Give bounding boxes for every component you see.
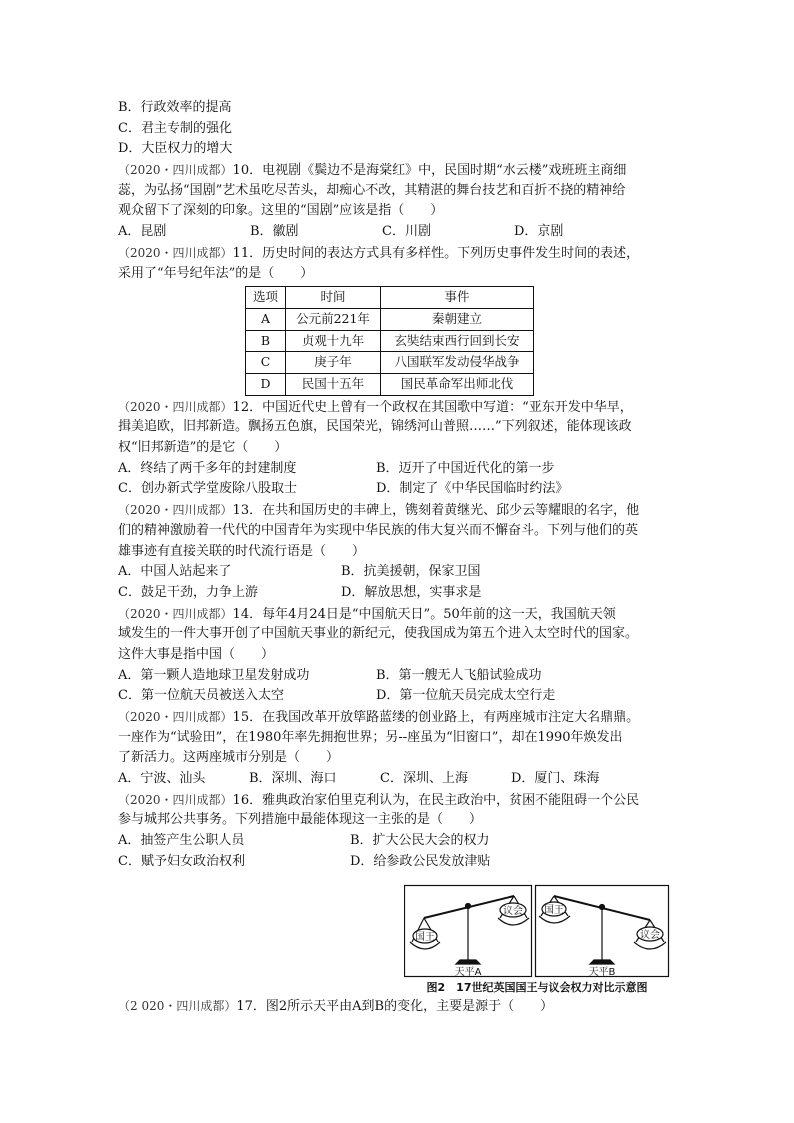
scale-a-left-label: 国王 [415, 932, 435, 943]
q16-options-row-2 [118, 852, 678, 873]
q14-option-b: B．第一艘无人飞船试验成功 [376, 667, 542, 683]
question-document [118, 98, 678, 873]
q14-stem-line-1: （2020・四川成都）14．每年4月24日是“中国航天日”。50年前的这一天，我国航天领 [118, 606, 616, 622]
q15-option-b: B．深圳、海口 [249, 771, 337, 787]
q9-option-b: B．行政效率的提高 [118, 100, 232, 115]
q12-options-row-2 [118, 479, 678, 500]
q12-stem-line-1: （2020・四川成都）12．中国近代史上曾有一个政权在其国歌中写道：“亚东开发中华早， [118, 399, 633, 415]
table-row [246, 374, 534, 396]
q13-stem-line-1: （2020・四川成都）13．在共和国历史的丰碑上，镌刻着黄继光、邱少云等耀眼的名字，他 [118, 503, 640, 519]
q12-source: （2020・四川成都） [118, 399, 233, 414]
table-row [246, 352, 534, 374]
scale-b-label: 天平B [588, 967, 616, 978]
q13-stem-line-2: 们的精神激励着一代代的中国青年为实现中华民族的伟大复兴而不懈奋斗。下列与他们的英 [118, 522, 639, 538]
q14-options-row-2 [118, 686, 678, 707]
q13-source: （2020・四川成都） [118, 503, 233, 518]
table-cell: 国民革命军出师北伐 [381, 374, 534, 396]
table-header: 选项 [246, 287, 286, 309]
q15-stem-line-2: 一座作为“试验田”，在1980年率先拥抱世界；另--座虽为“旧窗口”，却在1990年焕发出 [118, 729, 623, 745]
q12-stem-line-2: 揖美追欧，旧邦新造。飘扬五色旗，民国荣光，锦绣河山普照……”下列叙述，能体现该政 [118, 419, 632, 435]
q11-table [245, 286, 534, 396]
q15-source: （2020・四川成都） [118, 710, 233, 725]
q14-option-d: D．第一位航天员完成太空行走 [376, 688, 556, 704]
q14-stem-line-2: 域发生的一件大事开创了中国航天事业的新纪元，使我国成为第五个进入太空时代的国家。 [118, 626, 639, 642]
q16-stem-line-2: 参与城邦公共事务。下列措施中最能体现这一主张的是（ ） [118, 812, 483, 828]
figure-2-balance-scales [404, 884, 670, 996]
q15-stem-line-1: （2020・四川成都）15．在我国改革开放筚路蓝缕的创业路上，有两座城市注定大名鼎鼎。 [118, 710, 640, 726]
q10-option-a: A．昆剧 [118, 224, 167, 240]
q16-stem-line-1: （2020・四川成都）16．雅典政治家伯里克利认为，在民主政治中，贫困不能阻碍一个公民 [118, 792, 640, 808]
q10-option-b: B．徽剧 [250, 224, 299, 240]
q16-option-d: D．给参政公民发放津贴 [350, 853, 491, 869]
q13-option-d: D．解放思想，实事求是 [341, 584, 482, 600]
q11-stem-line-1: （2020・四川成都）11．历史时间的表达方式具有多样性。下列历史事件发生时间的表述， [118, 245, 640, 261]
q10-option-d: D．京剧 [514, 224, 564, 240]
q10-stem-line-1: （2020・四川成都）10．电视剧《鬓边不是海棠红》中，民国时期“水云楼”戏班班主商细 [118, 163, 627, 179]
table-row [246, 330, 534, 352]
q12-option-a: A．终结了两千多年的封建制度 [118, 460, 297, 476]
q14-source: （2020・四川成都） [118, 606, 233, 621]
q15-stem-line-3: 了新活力。这两座城市分别是（ ） [118, 750, 340, 766]
table-cell: 贞观十九年 [286, 330, 381, 352]
q16-option-c: C．赋予妇女政治权利 [118, 853, 245, 869]
q15-option-d: D．厦门、珠海 [511, 771, 600, 787]
q16-options-row-1 [118, 831, 678, 852]
q15-options [118, 769, 678, 790]
table-cell: 八国联军发动侵华战争 [381, 352, 534, 374]
q15-option-c: C．深圳、上海 [380, 771, 468, 787]
table-cell: 玄奘结束西行回到长安 [381, 330, 534, 352]
scale-b-left-label: 国王 [544, 905, 564, 916]
q11-source: （2020・四川成都） [118, 245, 233, 260]
q17-stem-line-1: （2 020・四川成都）17．图2所示天平由A到B的变化，主要是源于（ ） [118, 999, 554, 1014]
q13-stem-line-3: 雄事迹有直接关联的时代流行语是（ ） [118, 543, 366, 559]
table-header: 时间 [286, 287, 381, 309]
scale-a-right-label: 议会 [503, 906, 523, 917]
q13-options-row-1 [118, 562, 678, 583]
table-header: 事件 [381, 287, 534, 309]
q14-option-a: A．第一颗人造地球卫星发射成功 [118, 667, 310, 683]
table-cell: A [246, 308, 286, 330]
table-cell: D [246, 374, 286, 396]
scale-b-right-label: 议会 [640, 930, 660, 941]
scale-a-label: 天平A [454, 967, 482, 978]
q10-stem-line-2: 蕊，为弘扬“国剧”艺术虽吃尽苦头，却痴心不改，其精湛的舞台技艺和百折不挠的精神给 [118, 182, 626, 198]
q13-option-a: A．中国人站起来了 [118, 564, 232, 580]
q12-stem-line-3: 权“旧邦新造”的是它（ ） [118, 440, 288, 456]
table-cell: 民国十五年 [286, 374, 381, 396]
q14-option-c: C．第一位航天员被送入太空 [118, 688, 284, 704]
q16-option-b: B．扩大公民大会的权力 [350, 833, 490, 849]
q13-option-c: C．鼓足干劲，力争上游 [118, 584, 258, 600]
figure-caption: 图2 17世纪英国国王与议会权力对比示意图 [426, 981, 648, 994]
table-header-row [246, 287, 534, 309]
table-cell: 庚子年 [286, 352, 381, 374]
table-cell: 秦朝建立 [381, 308, 534, 330]
q10-stem-line-3: 观众留下了深刻的印象。这里的“国剧”应该是指（ ） [118, 203, 444, 219]
q12-option-d: D．制定了《中华民国临时约法》 [376, 481, 569, 497]
table-cell: C [246, 352, 286, 374]
table-cell: 公元前221年 [286, 308, 381, 330]
table-row [246, 308, 534, 330]
q13-option-b: B．抗美援朝，保家卫国 [341, 564, 481, 580]
q12-options-row-1 [118, 459, 678, 480]
q17-source: （2 020・四川成都） [118, 999, 237, 1013]
q14-options-row-1 [118, 666, 678, 687]
q10-option-c: C．川剧 [382, 224, 431, 240]
q16-source: （2020・四川成都） [118, 792, 233, 807]
q13-options-row-2 [118, 583, 678, 604]
q10-options [118, 222, 678, 243]
q12-option-c: C．创办新式学堂废除八股取士 [118, 481, 297, 497]
q16-option-a: A．抽签产生公职人员 [118, 833, 245, 849]
q9-option-c: C．君主专制的强化 [118, 120, 232, 136]
q14-stem-line-3: 这件大事是指中国（ ） [118, 646, 275, 662]
q10-source: （2020・四川成都） [118, 163, 233, 178]
balance-scales-illustration [404, 884, 670, 980]
table-cell: B [246, 330, 286, 352]
q11-stem-line-2: 采用了“年号纪年法”的是（ ） [118, 265, 314, 281]
q15-option-a: A．宁波、汕头 [118, 771, 206, 787]
q12-option-b: B．迈开了中国近代化的第一步 [376, 460, 555, 476]
q9-option-d: D．大臣权力的增大 [118, 141, 233, 157]
